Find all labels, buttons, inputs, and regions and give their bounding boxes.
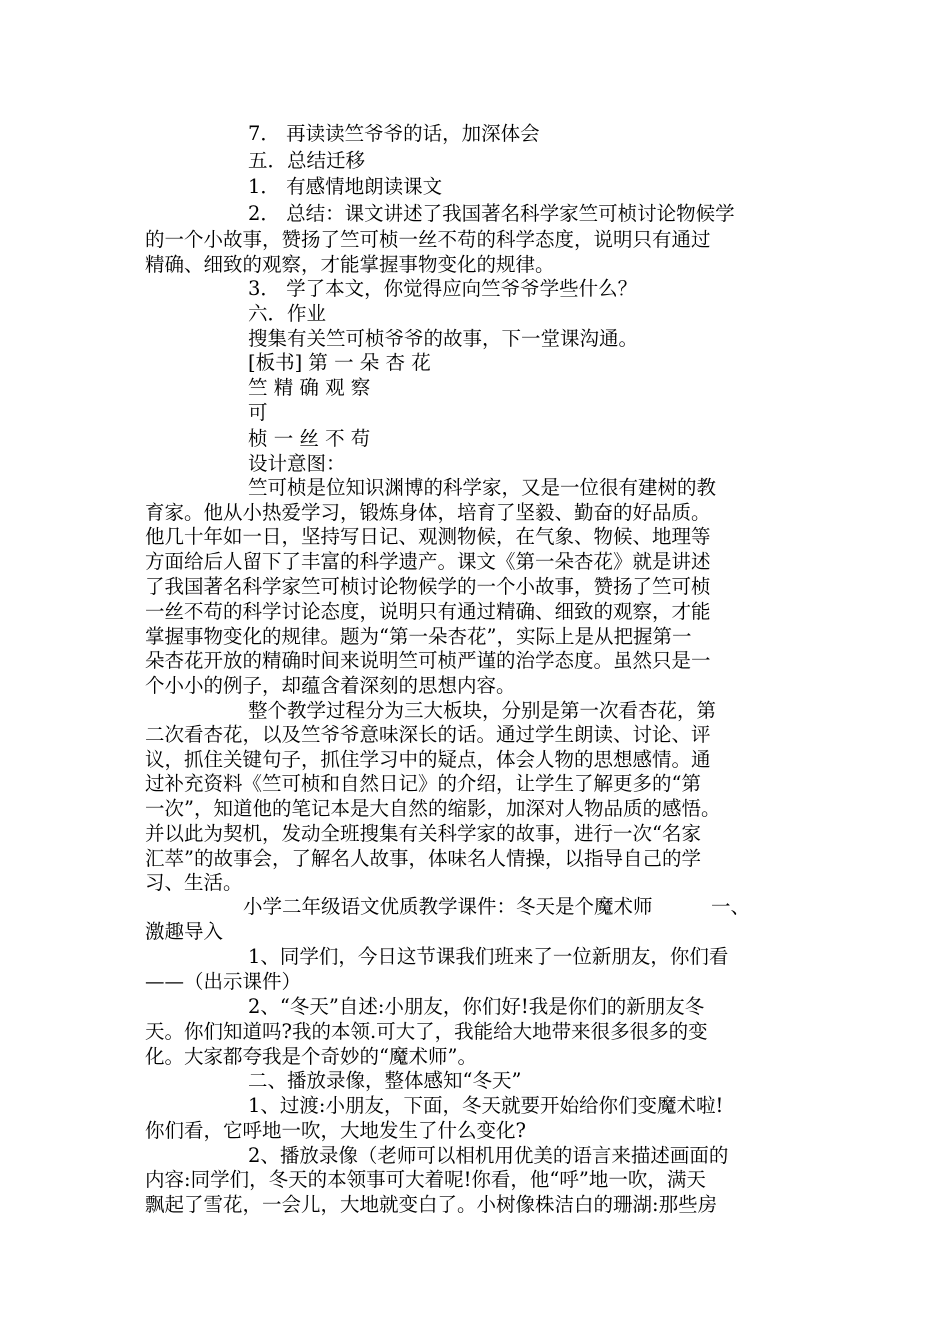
section-heading: 五．总结迁移	[248, 149, 366, 172]
text-line: 了我国著名科学家竺可桢讨论物候学的一个小故事，赞扬了竺可桢	[145, 575, 711, 598]
text-line: 1、过渡:小朋友，下面，冬天就要开始给你们变魔术啦!	[248, 1094, 724, 1117]
text-line: 一丝不苟的科学讨论态度，说明只有通过精确、细致的观察，才能	[145, 600, 711, 623]
blackboard-line: 桢 一 丝 不 苟	[248, 427, 371, 450]
text-line: 3． 学了本文，你觉得应向竺爷爷学些什么？	[248, 277, 638, 300]
text-line: 搜集有关竺可桢爷爷的故事，下一堂课沟通。	[248, 327, 639, 350]
text-line: 议，抓住关键句子，抓住学习中的疑点，体会人物的思想感情。通	[145, 748, 711, 771]
text-line: 整个教学过程分为三大板块，分别是第一次看杏花，第	[248, 699, 717, 722]
text-line: ——（出示课件）	[145, 970, 302, 993]
text-line: 育家。他从小热爱学习，锻炼身体，培育了坚毅、勤奋的好品质。	[145, 501, 711, 524]
text-line: 竺可桢是位知识渊博的科学家，又是一位很有建树的教	[248, 476, 717, 499]
text-line: 二次看杏花，以及竺爷爷意味深长的话。通过学生朗读、讨论、评	[145, 723, 711, 746]
text-line: 汇萃”的故事会，了解名人故事，体味名人情操，以指导自己的学	[145, 847, 701, 870]
text-line: 习、生活。	[145, 871, 243, 894]
text-line: 2． 总结：课文讲述了我国著名科学家竺可桢讨论物候学	[248, 202, 735, 225]
lesson-title: 小学二年级语文优质教学课件：冬天是个魔术师 一、	[243, 895, 751, 918]
blackboard-title: [板书] 第 一 朵 杏 花	[248, 351, 431, 374]
blackboard-line: 竺 精 确 观 察	[248, 376, 371, 399]
text-line: 飘起了雪花，一会儿，大地就变白了。小树像株洁白的珊湖:那些房	[145, 1193, 718, 1216]
section-heading: 激趣导入	[145, 920, 224, 943]
text-line: 并以此为契机，发动全班搜集有关科学家的故事，进行一次“名家	[145, 822, 701, 845]
text-line: 精确、细致的观察，才能掌握事物变化的规律。	[145, 253, 555, 276]
text-line: 内容:同学们，冬天的本领事可大着呢!你看，他“呼”地一吹，满天	[145, 1168, 706, 1191]
text-line: 的一个小故事，赞扬了竺可桢一丝不苟的科学态度，说明只有通过	[145, 228, 711, 251]
text-line: 你们看，它呼地一吹，大地发生了什么变化?	[145, 1119, 526, 1142]
text-line: 一次”，知道他的笔记本是大自然的缩影，加深对人物品质的感悟。	[145, 797, 721, 820]
text-line: 1、同学们，今日这节课我们班来了一位新朋友，你们看	[248, 945, 729, 968]
text-line: 1． 有感情地朗读课文	[248, 175, 443, 198]
section-heading: 设计意图：	[248, 452, 346, 475]
text-line: 他几十年如一日，坚持写日记、观测物候，在气象、物候、地理等	[145, 525, 711, 548]
text-line: 2、播放录像（老师可以相机用优美的语言来描述画面的	[248, 1144, 729, 1167]
text-line: 个小小的例子，却蕴含着深刻的思想内容。	[145, 674, 516, 697]
text-line: 2、“冬天”自述:小朋友，你们好!我是你们的新朋友冬	[248, 995, 705, 1018]
text-line: 方面给后人留下了丰富的科学遗产。课文《第一朵杏花》就是讲述	[145, 550, 711, 573]
text-line: 朵杏花开放的精确时间来说明竺可桢严谨的治学态度。虽然只是一	[145, 649, 711, 672]
text-line: 天。你们知道吗?我的本领.可大了，我能给大地带来很多很多的变	[145, 1020, 708, 1043]
text-line: 过补充资料《竺可桢和自然日记》的介绍，让学生了解更多的“第	[145, 772, 701, 795]
text-line: 7． 再读读竺爷爷的话，加深体会	[248, 122, 540, 145]
text-line: 掌握事物变化的规律。题为“第一朵杏花”，实际上是从把握第一	[145, 625, 692, 648]
text-line: 化。大家都夸我是个奇妙的“魔术师”。	[145, 1045, 477, 1068]
blackboard-line: 可	[248, 401, 268, 424]
section-heading: 二、播放录像，整体感知“冬天”	[248, 1069, 522, 1092]
section-heading: 六．作业	[248, 302, 327, 325]
